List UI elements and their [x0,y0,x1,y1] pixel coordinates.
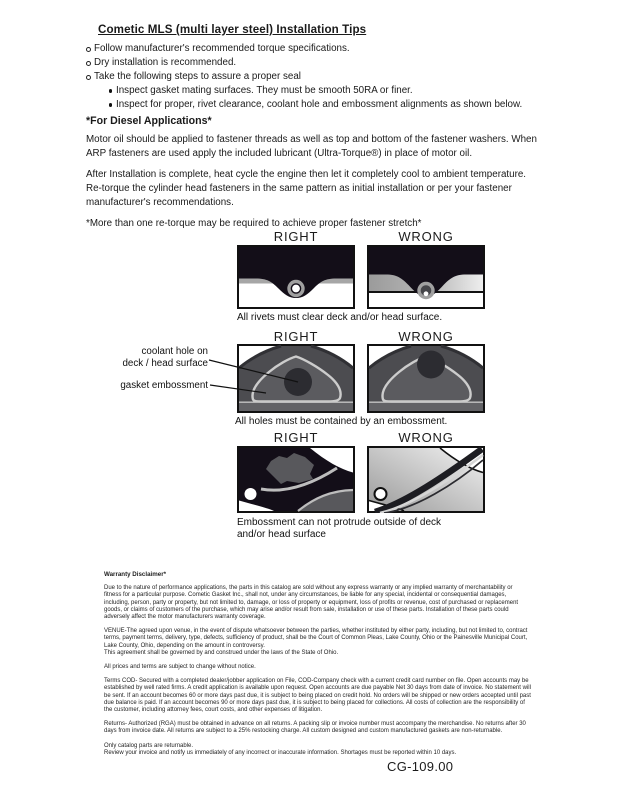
fig2-wrong-diagram [367,344,485,413]
fig2-wrong-label: WRONG [398,329,454,344]
fig3-right-label: RIGHT [273,430,319,445]
bullet-item: Take the following steps to assure a proper seal [86,70,540,84]
callout-coolant-hole: coolant hole on deck / head surface [122,346,208,369]
sub-bullet-item: Inspect gasket mating surfaces. They must be smooth 50RA or finer. [108,84,540,98]
fig3-wrong-label: WRONG [398,430,454,445]
retorque-note: *More than one re-torque may be required to achieve proper fastener stretch* [86,218,422,229]
catalog-parts-line: Only catalog parts are returnable. [104,742,194,749]
terms-cod-paragraph: Terms COD- Secured with a completed dealer/jobber application on File, COD-Company check with a current credit card number on file. Open accounts may be established by well rated firms. A credit application is available upon request. Open accounts are due payable Net 30 days from date of invoice. No statement will be sent. If an account becomes 60 or more days past due, it is subject to being placed on credit hold. No orders will be shipped or new orders accepted until past due balance is paid. If an account becomes 90 or more days past due, it is subject to being placed for collections. All costs of collection are the responsibility of the customer, including attorney fees, court costs, and other expenses of litigation. [104,678,531,714]
warranty-heading: Warranty Disclaimer* [104,571,167,578]
callout-gasket-embossment: gasket embossment [120,380,208,391]
returns-paragraph: Returns- Authorized (RGA) must be obtained in advance on all returns. A packing slip or invoice number must accompany the merchandise. No returns after 30 days from invoice date. All returns are subject to a 25% restocking charge. All custom designed and custom manufactured gaskets are non-returnable. [104,721,526,735]
bolt-hole-icon [245,488,257,500]
tips-bullet-list [86,42,540,84]
fig3-wrong-diagram [367,446,485,513]
tips-sub-bullet-list [108,84,540,112]
diesel-heading: *For Diesel Applications* [86,115,212,127]
diesel-paragraph: Motor oil should be applied to fastener threads as well as top and bottom of the fastener washers. When ARP fasteners are used apply the included lubricant (Ultra-Torque®) in place of motor oil. [86,134,537,159]
fig3-caption: Embossment can not protrude outside of deck and/or head surface [237,517,442,540]
warranty-paragraph: Due to the nature of performance applications, the parts in this catalog are sold without any express warranty or any implied warranty of merchantability or fitness for a particular purpose. Cometic Gasket Inc., shall not, under any circumstances, be liable for any special, incidental or consequential damages, including, person, party or property, but not limited to, damage, or loss of property or equipment, loss of profits or revenue, cost of purchased or replacement goods, or claims of customers of the purchase, which may arise and/or result from sale, installation or use of these parts. Installation of these parts could adversely affect the motor manufacturers warranty coverage. [104,585,519,621]
fig2-caption: All holes must be contained by an embossment. [235,416,448,427]
sub-bullet-item: Inspect for proper, rivet clearance, coolant hole and embossment alignments as shown below. [108,98,540,112]
callout-pointer-lines [206,354,306,398]
invoice-review-line: Review your invoice and notify us immediately of any incorrect or inaccurate information. Shortages must be reported within 10 days. [104,749,457,756]
installation-tips-section [86,22,540,112]
page-title: Cometic MLS (multi layer steel) Installation Tips [98,23,367,36]
warranty-disclaimer-section [104,571,531,757]
fig3-right-diagram [237,446,355,513]
prices-terms-line: All prices and terms are subject to change without notice. [104,664,256,671]
fig1-wrong-label: WRONG [398,229,454,244]
venue-paragraph: VENUE-The agreed upon venue, in the event of dispute whatsoever between the parties, whether instituted by either party, including, but not limited to, contract terms, payment terms, delivery, type, defects, sufficiency of product, shall be the Court of Common Pleas, Lake County, Ohio or the Painesville Municipal Court, Lake County, Ohio, depending on the amount in controversy. [104,628,528,649]
fig1-right-label: RIGHT [273,229,319,244]
fig1-wrong-diagram [367,245,485,309]
fig1-right-diagram [237,245,355,309]
bolt-hole-icon [375,488,387,500]
coolant-hole-icon [417,351,445,379]
bullet-item: Dry installation is recommended. [86,56,540,70]
fig2-right-label: RIGHT [273,329,319,344]
page-number: CG-109.00 [387,759,454,774]
governing-law-line: This agreement shall be governed by and construed under the laws of the State of Ohio. [104,649,339,656]
fig1-caption: All rivets must clear deck and/or head surface. [237,312,443,323]
bullet-item: Follow manufacturer's recommended torque specifications. [86,42,540,56]
diesel-applications-section [86,114,540,231]
diesel-paragraph: After Installation is complete, heat cycle the engine then let it completely cool to ambient temperature. Re-torque the cylinder head fasteners in the same pattern as initial installation or per your fastener manufacturer's recommendations. [86,169,527,208]
